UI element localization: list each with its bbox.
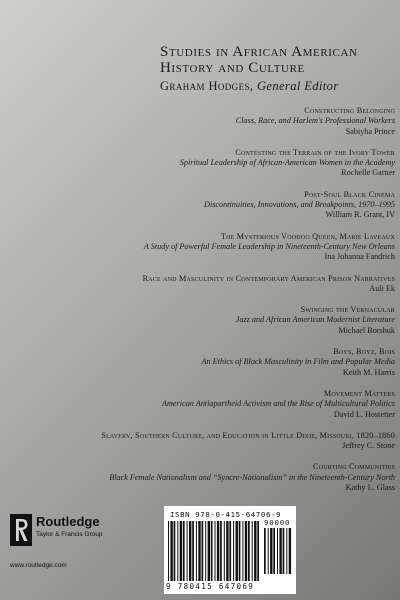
book-entry bbox=[95, 389, 395, 420]
book-entry bbox=[95, 190, 395, 221]
editor-role: General Editor bbox=[256, 79, 339, 93]
price-code: 90000 bbox=[264, 518, 291, 527]
book-entry bbox=[95, 106, 395, 137]
book-subtitle: An Ethics of Black Masculinity in Film and Popular Media bbox=[201, 357, 395, 367]
book-author: Sabiyha Prince bbox=[345, 126, 395, 136]
book-title: Post-Soul Black Cinema bbox=[304, 189, 395, 199]
book-subtitle: Spiritual Leadership of African-American Women in the Academy bbox=[179, 158, 395, 168]
book-author: Michael Borshuk bbox=[338, 325, 395, 335]
publisher-url: www.routledge.com bbox=[10, 562, 67, 569]
book-subtitle: Jazz and African American Modernist Literature bbox=[235, 315, 395, 325]
book-subtitle: A Study of Powerful Female Leadership in Nineteenth-Century New Orleans bbox=[143, 241, 395, 251]
book-title: Swinging the Vernacular bbox=[300, 305, 395, 315]
book-title: Slavery, Southern Culture, and Education in Little Dixie, Missouri, 1820–1860 bbox=[101, 430, 395, 440]
series-title-line-1: Studies in African American bbox=[160, 44, 358, 60]
book-author: Rochelle Garner bbox=[341, 168, 395, 178]
book-author: William R. Grant, IV bbox=[325, 210, 395, 220]
publisher-logo bbox=[10, 514, 140, 580]
book-subtitle: Class, Race, and Harlem's Professional Workers bbox=[235, 116, 395, 126]
series-title-line-2: History and Culture bbox=[160, 60, 305, 76]
book-title: Courting Communities bbox=[313, 462, 395, 472]
book-subtitle: American Antiapartheid Activism and the Rise of Multicultural Politics bbox=[161, 399, 395, 409]
book-author: David L. Hostetter bbox=[333, 409, 395, 419]
book-entry bbox=[95, 148, 395, 179]
book-author: Auli Ek bbox=[369, 283, 395, 293]
publisher-name: Routledge bbox=[36, 514, 100, 529]
book-author: Kathy L. Glass bbox=[345, 483, 395, 493]
price-barcode-bars bbox=[264, 528, 292, 574]
book-entry bbox=[95, 431, 395, 452]
isbn-text: ISBN 978-0-415-64706-9 bbox=[170, 510, 282, 519]
series-header bbox=[160, 44, 395, 94]
book-entry bbox=[95, 462, 395, 493]
series-editor bbox=[160, 79, 395, 94]
book-title: Constructing Belonging bbox=[304, 106, 395, 115]
book-title: Contesting the Terrain of the Ivory Tower bbox=[235, 147, 395, 157]
editor-name: Graham Hodges, bbox=[160, 79, 254, 93]
book-entry bbox=[95, 232, 395, 263]
book-title: Race and Masculinity in Contemporary American Prison Narratives bbox=[142, 273, 395, 283]
book-entry bbox=[95, 347, 395, 378]
book-subtitle: Black Female Nationalism and “Syncre-Nationalism” in the Nineteenth-Century North bbox=[109, 472, 395, 482]
book-title: Boys, Boyz, Bois bbox=[333, 347, 395, 357]
book-author: Keith M. Harris bbox=[342, 367, 395, 377]
publisher-group: Taylor & Francis Group bbox=[36, 531, 103, 538]
routledge-r-icon bbox=[10, 514, 32, 546]
barcode-panel bbox=[164, 506, 296, 594]
book-subtitle: Discontinuities, Innovations, and Breakpoints, 1970–1995 bbox=[204, 200, 395, 210]
ean-digits: 9 780415 647069 bbox=[166, 582, 255, 591]
book-entry bbox=[95, 305, 395, 336]
book-title: Movement Matters bbox=[323, 388, 395, 398]
book-entry bbox=[95, 274, 395, 295]
barcode-bars bbox=[168, 521, 260, 581]
book-title: The Mysterious Voodoo Queen, Marie Laveaux bbox=[220, 231, 395, 241]
book-author: Ina Johanna Fandrich bbox=[324, 252, 395, 262]
book-author: Jeffrey C. Stone bbox=[342, 441, 395, 451]
book-list bbox=[95, 106, 395, 504]
